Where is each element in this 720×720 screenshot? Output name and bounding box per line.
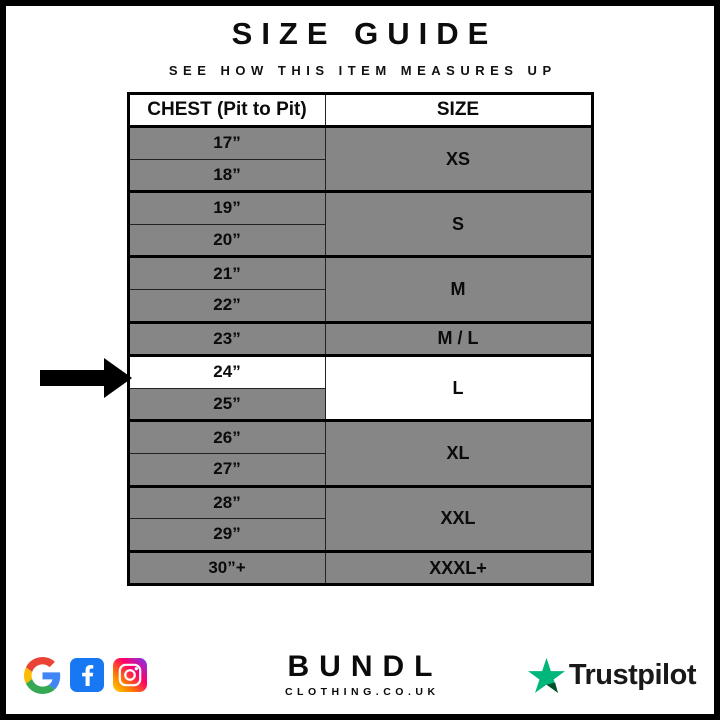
chest-cell: 23” bbox=[128, 322, 325, 356]
page-subtitle: SEE HOW THIS ITEM MEASURES UP bbox=[168, 63, 557, 78]
chest-cell: 19” bbox=[128, 192, 325, 225]
social-icons bbox=[24, 657, 147, 694]
instagram-icon bbox=[113, 658, 147, 692]
brand-name: BUNDL bbox=[287, 650, 443, 683]
size-cell: M bbox=[325, 257, 592, 322]
chest-cell: 28” bbox=[128, 486, 325, 519]
trustpilot-logo bbox=[528, 657, 696, 694]
footer bbox=[6, 644, 714, 706]
size-cell: XXXL+ bbox=[325, 551, 592, 585]
table-header-row bbox=[128, 94, 592, 127]
chest-column-header: CHEST (Pit to Pit) bbox=[128, 94, 325, 127]
page-title: SIZE GUIDE bbox=[231, 16, 498, 51]
arrow-shaft bbox=[40, 370, 104, 386]
table-row bbox=[128, 551, 592, 585]
chest-cell: 24” bbox=[128, 356, 325, 389]
size-guide-table bbox=[127, 92, 594, 586]
size-cell: S bbox=[325, 192, 592, 257]
size-cell: L bbox=[325, 356, 592, 421]
table-row bbox=[128, 421, 592, 454]
size-table-wrap bbox=[127, 92, 594, 586]
facebook-icon bbox=[70, 658, 104, 692]
table-row bbox=[128, 192, 592, 225]
table-row bbox=[128, 257, 592, 290]
trustpilot-star-icon bbox=[528, 657, 565, 694]
chest-cell: 20” bbox=[128, 224, 325, 257]
chest-cell: 29” bbox=[128, 519, 325, 552]
brand-logo bbox=[278, 652, 443, 698]
trustpilot-label: Trustpilot bbox=[568, 658, 696, 691]
size-cell: XS bbox=[325, 127, 592, 192]
chest-cell: 22” bbox=[128, 289, 325, 322]
size-table-body bbox=[128, 127, 592, 585]
size-cell: M / L bbox=[325, 322, 592, 356]
chest-cell: 26” bbox=[128, 421, 325, 454]
table-row bbox=[128, 322, 592, 356]
chest-cell: 30”+ bbox=[128, 551, 325, 585]
chest-cell: 27” bbox=[128, 453, 325, 486]
size-cell: XL bbox=[325, 421, 592, 486]
chest-cell: 21” bbox=[128, 257, 325, 290]
table-row bbox=[128, 127, 592, 160]
size-cell: XXL bbox=[325, 486, 592, 551]
size-column-header: SIZE bbox=[325, 94, 592, 127]
table-row bbox=[128, 486, 592, 519]
google-icon bbox=[24, 657, 61, 694]
brand-domain: CLOTHING.CO.UK bbox=[284, 686, 440, 698]
table-row bbox=[128, 356, 592, 389]
row-indicator-arrow bbox=[40, 358, 132, 398]
arrow-head bbox=[104, 358, 132, 398]
chest-cell: 17” bbox=[128, 127, 325, 160]
chest-cell: 18” bbox=[128, 159, 325, 192]
chest-cell: 25” bbox=[128, 388, 325, 421]
